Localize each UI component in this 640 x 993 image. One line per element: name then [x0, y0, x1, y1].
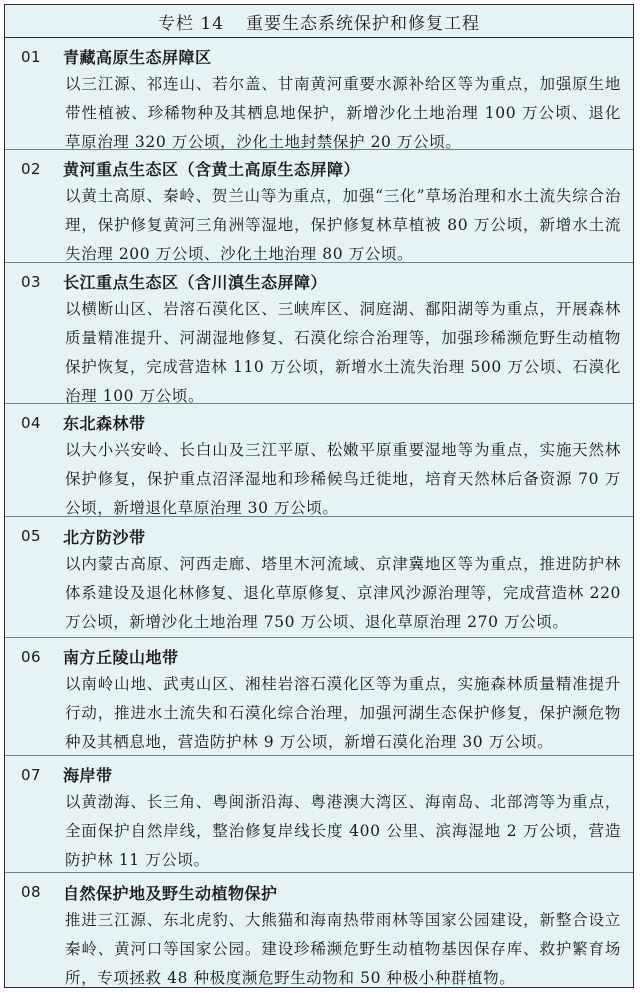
section-number: 04: [21, 413, 42, 432]
section-title: 北方防沙带: [63, 527, 146, 547]
section-body: 以横断山区、岩溶石漠化区、三峡库区、洞庭湖、鄱阳湖等为重点，开展森林质量精准提升、河湖湿地修复、石漠化综合治理等，加强珍稀濒危野生动植物保护恢复，完成营造林 110 万公顷，新增水土流失治理 500 万公顷、石漠化治理 100 万公顷。: [65, 300, 621, 405]
section-number: 03: [21, 272, 42, 291]
section-title: 南方丘陵山地带: [63, 648, 179, 667]
box-title: 重要生态系统保护和修复工程: [246, 13, 481, 34]
section-title: 黄河重点生态区（含黄土高原生态屏障）: [63, 160, 361, 179]
section-06: [5, 638, 633, 756]
box-header: [5, 5, 633, 38]
section-04: [5, 404, 633, 517]
section-number: 08: [21, 883, 42, 901]
section-title: 青藏高原生态屏障区: [63, 48, 212, 67]
section-07: [5, 756, 633, 873]
section-number: 06: [21, 647, 42, 666]
section-02: [5, 150, 633, 263]
box-label: 专栏 14: [157, 13, 225, 34]
section-03: [5, 263, 633, 404]
section-title: 海岸带: [63, 766, 113, 785]
section-number: 07: [21, 765, 42, 784]
feature-box: [4, 4, 634, 988]
section-number: 01: [21, 47, 42, 66]
section-number: 02: [21, 159, 42, 178]
section-body: 以黄土高原、秦岭、贺兰山等为重点，加强“三化”草场治理和水土流失综合治理，保护修复黄河三角洲等湿地，保护修复林草植被 80 万公顷，新增水土流失治理 200 万公顷、沙化土地治理 80 万公顷。: [65, 187, 621, 263]
section-05: [5, 517, 633, 638]
section-08: [5, 873, 633, 993]
section-body: 以黄渤海、长三角、粤闽浙沿海、粤港澳大湾区、海南岛、北部湾等为重点，全面保护自然岸线，整治修复岸线长度 400 公里、滨海湿地 2 万公顷，营造防护林 11 万公顷。: [65, 793, 621, 869]
section-body: 以南岭山地、武夷山区、湘桂岩溶石漠化区等为重点，实施森林质量精准提升行动，推进水土流失和石漠化综合治理，加强河湖生态保护修复，保护濒危物种及其栖息地，营造防护林 9 万公顷，新增石漠化治理 30 万公顷。: [65, 675, 621, 751]
section-title: 自然保护地及野生动植物保护: [63, 883, 278, 903]
section-title: 长江重点生态区（含川滇生态屏障）: [63, 273, 328, 292]
section-01: [5, 38, 633, 150]
section-body: 以大小兴安岭、长白山及三江平原、松嫩平原重要湿地等为重点，实施天然林保护修复，保护重点沼泽湿地和珍稀候鸟迁徙地，培育天然林后备资源 70 万公顷，新增退化草原治理 30 万公顷。: [65, 441, 621, 517]
section-body: 推进三江源、东北虎豹、大熊猫和海南热带雨林等国家公园建设，新整合设立秦岭、黄河口等国家公园。建设珍稀濒危野生动植物基因保存库、救护繁育场所，专项拯救 48 种极度濒危野生动物和 50 种极小种群植物。: [65, 911, 621, 987]
section-title: 东北森林带: [63, 414, 146, 433]
section-number: 05: [21, 527, 42, 545]
section-body: 以内蒙古高原、河西走廊、塔里木河流域、京津冀地区等为重点，推进防护林体系建设及退化林修复、退化草原修复、京津风沙源治理等，完成营造林 220 万公顷，新增沙化土地治理 750 万公顷、退化草原治理 270 万公顷。: [65, 555, 621, 631]
section-body: 以三江源、祁连山、若尔盖、甘南黄河重要水源补给区等为重点，加强原生地带性植被、珍稀物种及其栖息地保护，新增沙化土地治理 100 万公顷、退化草原治理 320 万公顷，沙化土地封禁保护 20 万公顷。: [65, 75, 621, 151]
